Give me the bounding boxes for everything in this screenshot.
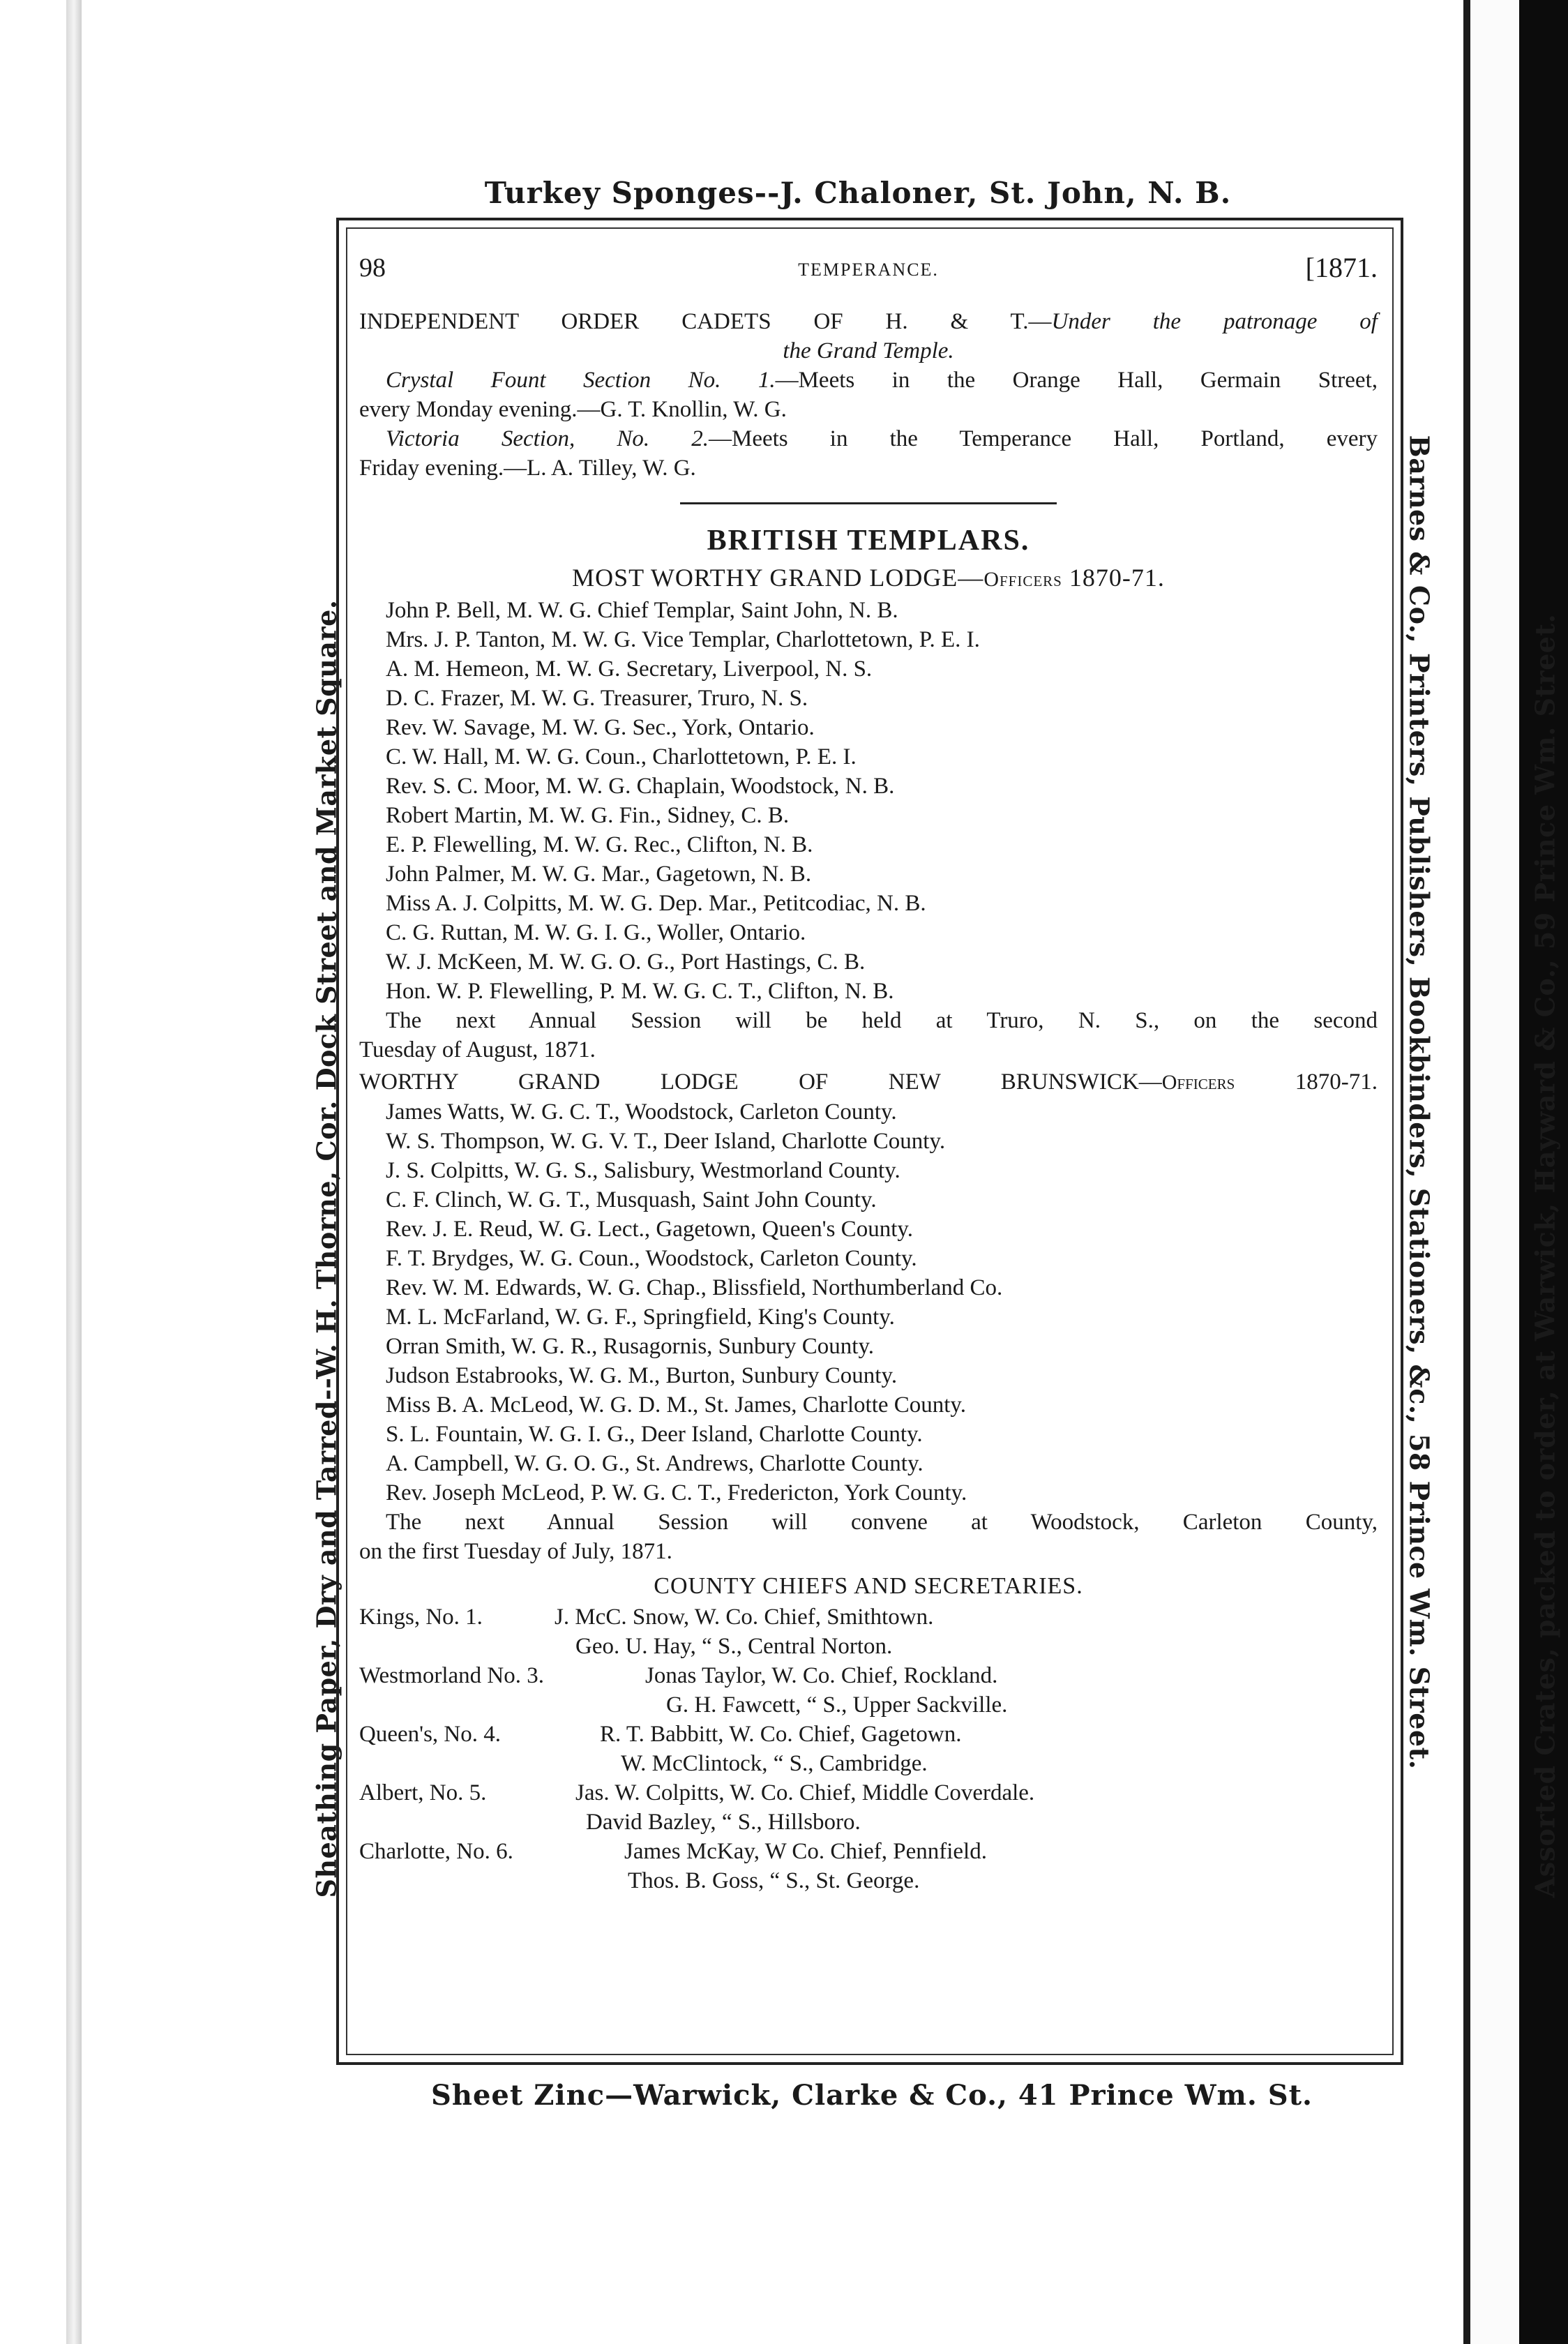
officer-entry: A. M. Hemeon, M. W. G. Secretary, Liverpool, N. S. — [386, 656, 873, 682]
officer-entry: C. F. Clinch, W. G. T., Musquash, Saint John County. — [386, 1187, 877, 1212]
county-row — [359, 1661, 1378, 1690]
officer-entry: Mrs. J. P. Tanton, M. W. G. Vice Templar, Charlottetown, P. E. I. — [386, 627, 980, 652]
county-row — [359, 1602, 1378, 1632]
county-name: Westmorland No. 3. — [359, 1663, 544, 1688]
officer-entry: A. Campbell, W. G. O. G., St. Andrews, Charlotte County. — [386, 1451, 924, 1476]
county-row — [359, 1778, 1378, 1808]
crystal-fount-section: Crystal Fount Section No. 1.—Meets in the Orange Hall, Germain Street, — [386, 368, 1378, 393]
officer-entry: Judson Estabrooks, W. G. M., Burton, Sunbury County. — [386, 1363, 898, 1388]
secretary-name: G. H. Fawcett, “ S., Upper Sackville. — [666, 1692, 1008, 1718]
officer-entry: Miss B. A. McLeod, W. G. D. M., St. James, Charlotte County. — [386, 1392, 967, 1418]
section-divider — [680, 502, 1057, 504]
chief-name: James McKay, W Co. Chief, Pennfield. — [624, 1839, 987, 1864]
officer-entry: Rev. Joseph McLeod, P. W. G. C. T., Fredericton, York County. — [386, 1480, 967, 1505]
county-name: Kings, No. 1. — [359, 1605, 483, 1630]
facing-page-strip — [1470, 0, 1519, 2344]
secretary-name: Thos. B. Goss, “ S., St. George. — [628, 1868, 920, 1893]
officer-entry: Rev. W. M. Edwards, W. G. Chap., Blissfield, Northumberland Co. — [386, 1275, 1003, 1300]
nb-lodge-heading: WORTHY GRAND LODGE OF NEW BRUNSWICK—Officers 1870-71. — [359, 1069, 1378, 1095]
cadets-heading: INDEPENDENT ORDER CADETS OF H. & T.—Under the patronage of — [359, 309, 1378, 334]
officer-entry: Robert Martin, M. W. G. Fin., Sidney, C. B. — [386, 803, 790, 828]
officer-entry: C. G. Ruttan, M. W. G. I. G., Woller, Ontario. — [386, 920, 806, 945]
page-body — [359, 237, 1378, 1895]
county-chiefs-list — [359, 1602, 1378, 1895]
secretary-name: David Bazley, “ S., Hillsboro. — [586, 1810, 861, 1835]
page-number: 98 — [359, 253, 386, 283]
officer-entry: Rev. W. Savage, M. W. G. Sec., York, Ontario. — [386, 715, 815, 740]
officer-entry: Rev. J. E. Reud, W. G. Lect., Gagetown, Queen's County. — [386, 1217, 913, 1242]
officer-entry: M. L. McFarland, W. G. F., Springfield, King's County. — [386, 1305, 895, 1330]
officer-entry: Orran Smith, W. G. R., Rusagornis, Sunbury County. — [386, 1334, 875, 1359]
nb-lodge-session-date: on the first Tuesday of July, 1871. — [359, 1539, 672, 1564]
county-name: Albert, No. 5. — [359, 1780, 487, 1805]
most-worthy-grand-lodge-heading: MOST WORTHY GRAND LODGE—Officers 1870-71. — [572, 564, 1165, 592]
nb-lodge-officers — [359, 1097, 1378, 1508]
chief-name: Jas. W. Colpitts, W. Co. Chief, Middle Coverdale. — [575, 1780, 1035, 1805]
chief-name: J. McC. Snow, W. Co. Chief, Smithtown. — [555, 1605, 934, 1630]
officer-entry: Hon. W. P. Flewelling, P. M. W. G. C. T., Clifton, N. B. — [386, 979, 894, 1004]
officer-entry: S. L. Fountain, W. G. I. G., Deer Island, Charlotte County. — [386, 1422, 923, 1447]
officer-entry: W. J. McKeen, M. W. G. O. G., Port Hastings, C. B. — [386, 949, 866, 975]
scan-edge-left — [66, 0, 82, 2344]
county-row — [359, 1866, 1378, 1895]
running-foot-advert: Sheet Zinc—Warwick, Clarke & Co., 41 Prince Wm. St. — [431, 2079, 1313, 2112]
victoria-meeting: Friday evening.—L. A. Tilley, W. G. — [359, 456, 696, 481]
officer-entry: E. P. Flewelling, M. W. G. Rec., Clifton, N. B. — [386, 832, 813, 857]
secretary-name: W. McClintock, “ S., Cambridge. — [621, 1751, 928, 1776]
county-row — [359, 1632, 1378, 1661]
county-row — [359, 1808, 1378, 1837]
nb-lodge-session-note: The next Annual Session will convene at Woodstock, Carleton County, — [386, 1510, 1378, 1535]
county-row — [359, 1749, 1378, 1778]
secretary-name: Geo. U. Hay, “ S., Central Norton. — [575, 1634, 893, 1659]
county-name: Queen's, No. 4. — [359, 1722, 501, 1747]
county-row — [359, 1720, 1378, 1749]
chief-name: Jonas Taylor, W. Co. Chief, Rockland. — [645, 1663, 998, 1688]
section-title: TEMPERANCE. — [798, 260, 939, 280]
officer-entry: J. S. Colpitts, W. G. S., Salisbury, Westmorland County. — [386, 1158, 900, 1183]
side-advert-left: Sheathing Paper, Dry and Tarred--W. H. Thorne, Cor. Dock Street and Market Square. — [310, 599, 342, 1898]
year-label: [1871. — [1305, 252, 1378, 283]
page-header — [359, 237, 1378, 287]
county-row — [359, 1837, 1378, 1866]
officer-entry: F. T. Brydges, W. G. Coun., Woodstock, Carleton County. — [386, 1246, 917, 1271]
officer-entry: Miss A. J. Colpitts, M. W. G. Dep. Mar., Petitcodiac, N. B. — [386, 891, 926, 916]
page-gutter — [1463, 0, 1470, 2344]
county-chiefs-heading: COUNTY CHIEFS AND SECRETARIES. — [654, 1573, 1083, 1599]
victoria-section: Victoria Section, No. 2.—Meets in the Temperance Hall, Portland, every — [386, 426, 1378, 451]
grand-lodge-session-date: Tuesday of August, 1871. — [359, 1037, 596, 1062]
grand-lodge-officers — [359, 596, 1378, 1006]
officer-entry: C. W. Hall, M. W. G. Coun., Charlottetown, P. E. I. — [386, 744, 857, 769]
grand-lodge-session-note: The next Annual Session will be held at Truro, N. S., on the second — [386, 1008, 1378, 1033]
british-templars-heading: BRITISH TEMPLARS. — [707, 525, 1030, 557]
cadets-patronage: the Grand Temple. — [783, 338, 954, 363]
officer-entry: James Watts, W. G. C. T., Woodstock, Carleton County. — [386, 1099, 897, 1125]
officer-entry: John Palmer, M. W. G. Mar., Gagetown, N. B. — [386, 862, 812, 887]
chief-name: R. T. Babbitt, W. Co. Chief, Gagetown. — [600, 1722, 962, 1747]
running-head-advert: Turkey Sponges--J. Chaloner, St. John, N. B. — [484, 176, 1232, 210]
officer-entry: D. C. Frazer, M. W. G. Treasurer, Truro, N. S. — [386, 686, 808, 711]
officer-entry: John P. Bell, M. W. G. Chief Templar, Saint John, N. B. — [386, 598, 898, 623]
side-advert-facing-page: Assorted Crates, packed to order, at Warwick, Hayward & Co., 59 Prince Wm. Street. — [1529, 613, 1561, 1898]
county-row — [359, 1690, 1378, 1720]
officer-entry: W. S. Thompson, W. G. V. T., Deer Island, Charlotte County. — [386, 1129, 946, 1154]
crystal-fount-meeting: every Monday evening.—G. T. Knollin, W. G. — [359, 397, 787, 422]
county-name: Charlotte, No. 6. — [359, 1839, 513, 1864]
officer-entry: Rev. S. C. Moor, M. W. G. Chaplain, Woodstock, N. B. — [386, 774, 895, 799]
side-advert-right: Barnes & Co., Printers, Publishers, Bookbinders, Stationers, &c., 58 Prince Wm. Street. — [1403, 435, 1435, 1770]
